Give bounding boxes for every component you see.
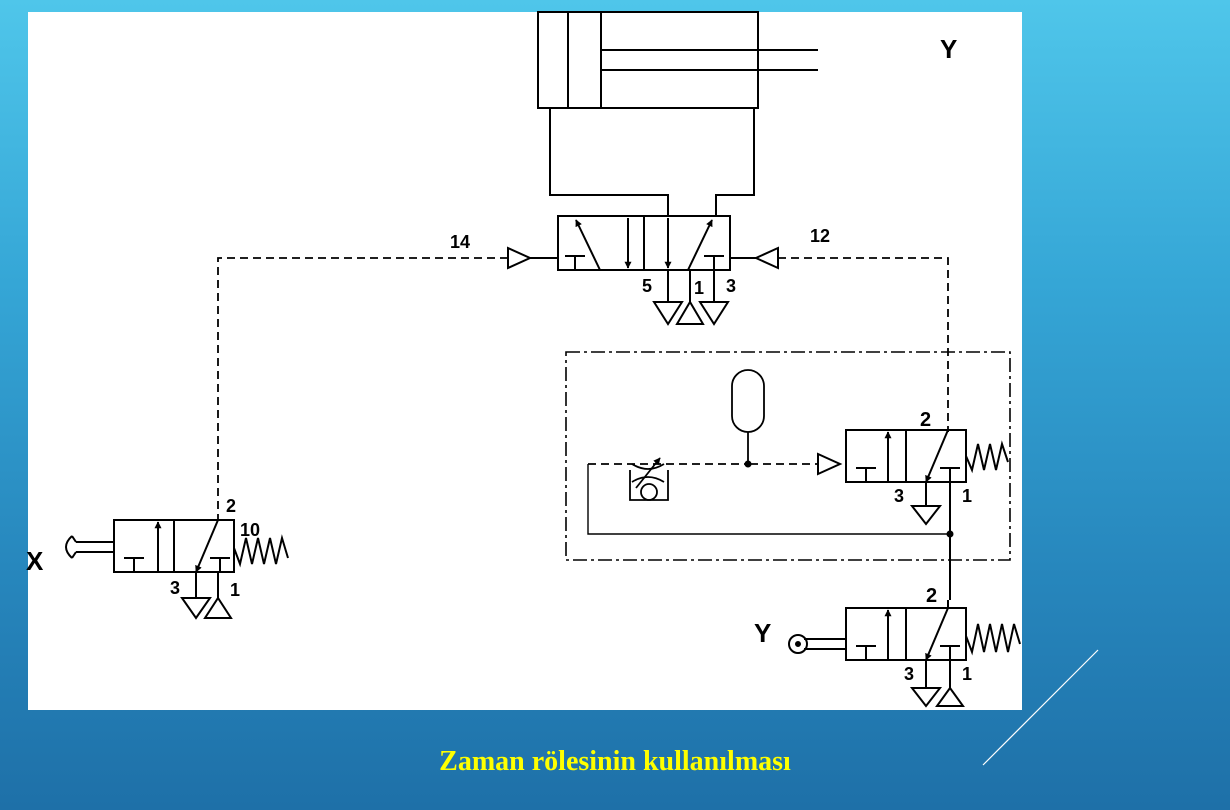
- start-port-2-label: 2: [226, 496, 237, 516]
- port-3-label: 3: [726, 276, 737, 296]
- start-port-10-label: 10: [240, 520, 261, 540]
- time-delay-enclosure: [566, 352, 1010, 560]
- actuator-y-label: Y: [754, 618, 772, 648]
- throttle-check-valve: [588, 458, 750, 500]
- start-port-1-label: 1: [230, 580, 241, 600]
- slide-caption: Zaman rölesinin kullanılması: [439, 746, 791, 777]
- pneumatic-circuit-diagram: [28, 12, 1022, 710]
- double-acting-cylinder: [538, 12, 818, 216]
- limit-port-3-label: 3: [904, 664, 915, 684]
- supply-junction-node: [947, 531, 954, 538]
- pilot-lines: [218, 258, 948, 520]
- timer-port-3-label: 3: [894, 486, 905, 506]
- port-5-label: 5: [642, 276, 653, 296]
- cylinder-label: Y: [940, 34, 958, 64]
- timer-port-1-label: 1: [962, 486, 973, 506]
- start-port-3-label: 3: [170, 578, 181, 598]
- pilot-12-label: 12: [810, 226, 831, 246]
- timer-3-2-valve: [818, 430, 1008, 600]
- limit-port-2-label: 2: [926, 585, 938, 607]
- main-5-2-valve: [508, 216, 778, 324]
- air-reservoir: [732, 370, 764, 464]
- limit-port-1-label: 1: [962, 664, 973, 684]
- port-1-label: 1: [694, 278, 705, 298]
- limit-3-2-valve: [789, 600, 1020, 706]
- pilot-14-label: 14: [450, 232, 471, 252]
- timer-port-2-label: 2: [920, 409, 932, 431]
- actuator-x-label: X: [26, 546, 44, 576]
